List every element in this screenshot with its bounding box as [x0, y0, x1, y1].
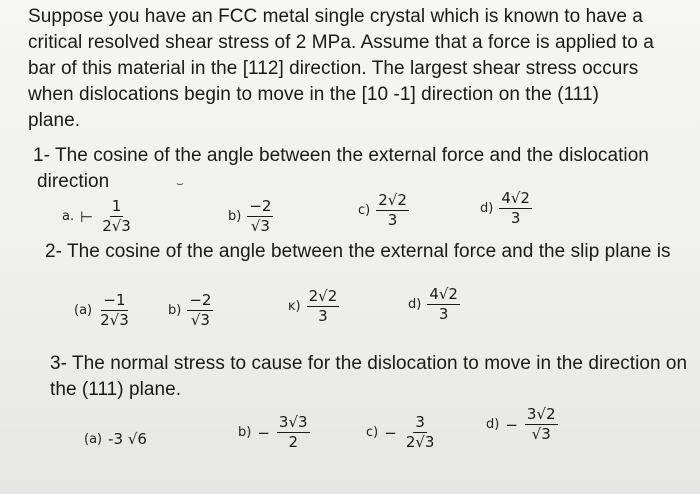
option-label: d): [480, 201, 494, 216]
q3-option-b[interactable]: [238, 414, 310, 451]
q1-option-a[interactable]: [62, 198, 133, 235]
q3-line-2: the (111) plane.: [50, 379, 182, 400]
option-prefix: −: [384, 423, 397, 442]
problem-line-5: plane.: [28, 110, 81, 131]
option-prefix: −: [257, 423, 270, 442]
fraction-numerator: 4√2: [429, 285, 458, 303]
fraction: [187, 292, 213, 329]
fraction: [307, 288, 340, 325]
option-prefix: ⊢: [80, 207, 94, 226]
fraction-numerator: −1: [103, 291, 126, 309]
fraction: [100, 198, 133, 235]
q1-line-1: 1- The cosine of the angle between the external force and the dislocation: [33, 145, 649, 166]
fraction: [98, 292, 131, 329]
fraction-numerator: 3: [415, 413, 425, 431]
fraction-numerator: 4√2: [501, 189, 530, 207]
option-label: b): [238, 425, 252, 440]
handwritten-mark: ⌣: [176, 176, 184, 190]
problem-line-3: bar of this material in the [112] direction. The largest shear stress occurs: [28, 58, 639, 79]
option-label: (a): [84, 431, 103, 447]
fraction: [277, 414, 310, 451]
fraction-denominator: √3: [531, 425, 551, 443]
fraction-numerator: −2: [249, 197, 272, 215]
fraction-denominator: 3: [387, 211, 398, 229]
q1-option-d[interactable]: [480, 190, 532, 227]
fraction-denominator: 3: [438, 305, 449, 323]
option-label: c): [358, 203, 371, 218]
option-label: d): [408, 297, 422, 312]
problem-line-2: critical resolved shear stress of 2 MPa. Assume that a force is applied to a: [28, 32, 654, 53]
problem-line-1: Suppose you have an FCC metal single crystal which is known to have a: [28, 6, 643, 27]
option-label: (a): [74, 303, 93, 318]
fraction-numerator: 3√2: [526, 405, 556, 423]
q3-line-1: 3- The normal stress to cause for the dislocation to move in the direction on: [50, 353, 688, 374]
fraction-denominator: 3: [318, 307, 328, 325]
q3-option-a[interactable]: [84, 430, 147, 448]
fraction: [499, 190, 532, 227]
fraction-numerator: 1: [111, 197, 122, 215]
option-label: d): [486, 417, 500, 432]
fraction: [376, 192, 409, 229]
fraction-numerator: 2√2: [308, 287, 338, 305]
problem-line-4: when dislocations begin to move in the [10 -1] direction on the (111): [28, 84, 599, 105]
fraction-numerator: 2√2: [378, 191, 407, 209]
fraction: [525, 406, 558, 443]
q2-option-c[interactable]: [288, 288, 339, 325]
option-label: c): [366, 425, 379, 440]
q2-option-b[interactable]: [168, 292, 213, 329]
q3-option-c[interactable]: [366, 414, 436, 451]
fraction-denominator: 2: [288, 433, 298, 451]
fraction-denominator: √3: [190, 311, 210, 329]
fraction-denominator: 2√3: [405, 433, 435, 451]
q3-option-d[interactable]: [486, 406, 558, 443]
q1-option-b[interactable]: [228, 198, 273, 235]
q2-option-d[interactable]: [408, 286, 460, 323]
option-prefix: −: [505, 415, 518, 434]
q1-line-2: direction: [37, 171, 110, 192]
option-label: b): [228, 209, 242, 224]
option-label: ĸ): [288, 299, 301, 314]
fraction-denominator: 2√3: [102, 217, 131, 235]
fraction: [247, 198, 273, 235]
fraction: [404, 414, 437, 451]
fraction-denominator: 3: [510, 209, 521, 227]
fraction-denominator: 2√3: [100, 311, 129, 329]
option-expression: -3 √6: [108, 430, 147, 448]
option-label: b): [168, 303, 182, 318]
q1-option-c[interactable]: [358, 192, 409, 229]
fraction-numerator: −2: [189, 291, 212, 309]
fraction-denominator: √3: [250, 217, 270, 235]
q2-line: 2- The cosine of the angle between the external force and the slip plane is: [45, 241, 671, 262]
q2-option-a[interactable]: [74, 292, 131, 329]
option-label: a.: [62, 209, 75, 224]
fraction-numerator: 3√3: [278, 413, 308, 431]
fraction: [427, 286, 460, 323]
